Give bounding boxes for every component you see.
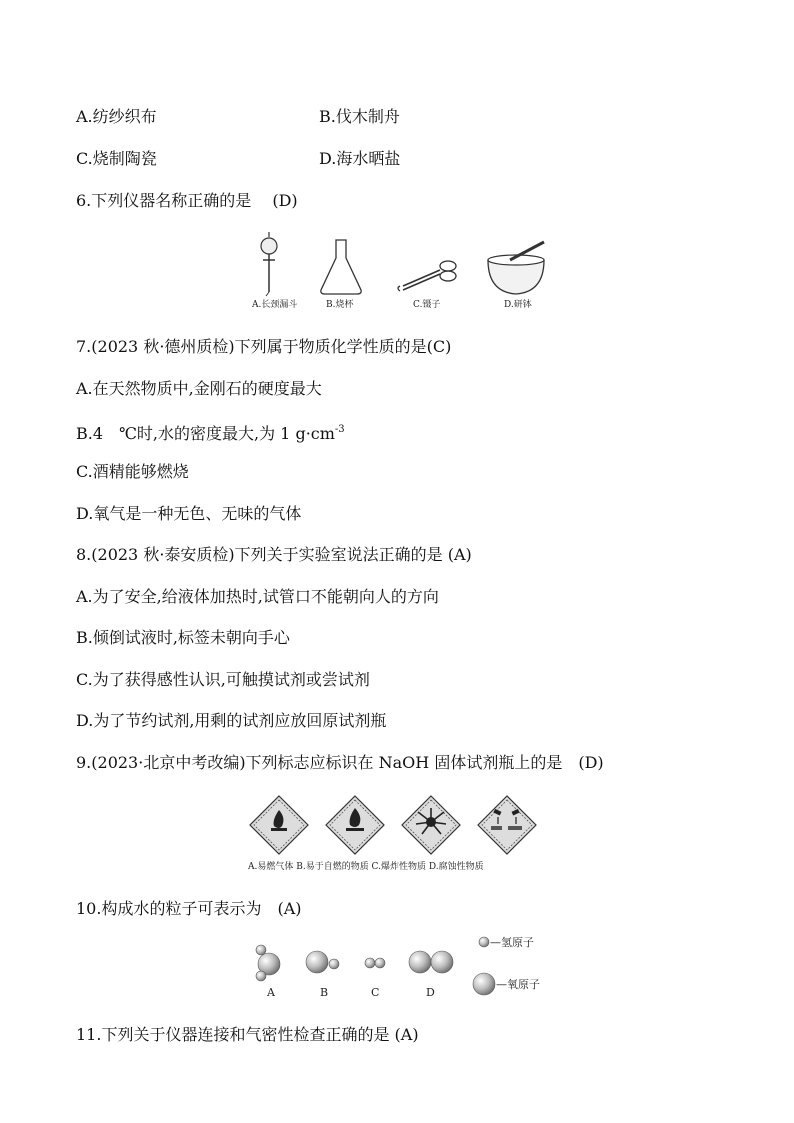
mortar-icon bbox=[488, 242, 544, 294]
q9-captions: A.易燃气体 B.易于自燃的物质 C.爆炸性物质 D.腐蚀性物质 bbox=[248, 862, 484, 872]
q5-option-d: D.海水晒盐 bbox=[319, 149, 401, 168]
q5-option-row-2 bbox=[76, 148, 401, 170]
legend-hydrogen-label: —氢原子 bbox=[490, 936, 534, 949]
model-c-icon bbox=[365, 958, 385, 968]
q8-stem: 8.(2023 秋·泰安质检)下列关于实验室说法正确的是 (A) bbox=[76, 545, 472, 564]
q6-caption-a: A.长颈漏斗 bbox=[252, 300, 298, 310]
tongs-icon bbox=[398, 261, 456, 291]
q7-option-b bbox=[76, 419, 345, 445]
q6-stem: 6.下列仪器名称正确的是 (D) bbox=[76, 191, 298, 210]
q5-option-row-1 bbox=[76, 106, 400, 128]
q8-option-d: D.为了节约试剂,用剩的试剂应放回原试剂瓶 bbox=[76, 711, 387, 730]
q9-hazard-signs-figure bbox=[246, 792, 552, 876]
q10-label-a: A bbox=[267, 986, 275, 999]
flammable-gas-sign-icon bbox=[250, 796, 308, 854]
q6-instruments-figure bbox=[248, 230, 558, 314]
corrosive-sign-icon bbox=[478, 796, 536, 854]
q10-label-d: D bbox=[426, 986, 435, 999]
model-b-icon bbox=[306, 951, 339, 973]
spontaneously-combustible-sign-icon bbox=[326, 796, 384, 854]
q5-option-a: A.纺纱织布 bbox=[76, 107, 157, 126]
q7-option-a: A.在天然物质中,金刚石的硬度最大 bbox=[76, 379, 322, 398]
q10-stem: 10.构成水的粒子可表示为 (A) bbox=[76, 899, 302, 918]
model-d-icon bbox=[409, 951, 453, 973]
separatory-funnel-icon bbox=[261, 232, 277, 296]
q7-option-d: D.氧气是一种无色、无味的气体 bbox=[76, 504, 302, 523]
q7-option-b-text: B.4 ℃时,水的密度最大,为 1 g·cm bbox=[76, 424, 335, 443]
q7-stem: 7.(2023 秋·德州质检)下列属于物质化学性质的是(C) bbox=[76, 337, 452, 356]
q6-caption-d: D.研钵 bbox=[504, 300, 532, 310]
legend-oxygen bbox=[473, 973, 540, 995]
q10-label-b: B bbox=[320, 986, 329, 999]
q6-caption-b: B.烧杯 bbox=[326, 300, 354, 310]
q8-option-b: B.倾倒试液时,标签未朝向手心 bbox=[76, 628, 290, 647]
explosive-sign-icon bbox=[402, 796, 460, 854]
q8-option-c: C.为了获得感性认识,可触摸试剂或尝试剂 bbox=[76, 670, 370, 689]
hydrogen-atom-icon bbox=[479, 937, 489, 947]
model-a-icon bbox=[256, 945, 280, 981]
q9-stem: 9.(2023·北京中考改编)下列标志应标识在 NaOH 固体试剂瓶上的是 (D) bbox=[76, 753, 604, 772]
q8-option-a: A.为了安全,给液体加热时,试管口不能朝向人的方向 bbox=[76, 587, 439, 606]
oxygen-atom-icon bbox=[473, 973, 495, 995]
q11-stem: 11.下列关于仪器连接和气密性检查正确的是 (A) bbox=[76, 1025, 419, 1044]
legend-hydrogen bbox=[479, 935, 534, 949]
q5-option-b: B.伐木制舟 bbox=[319, 107, 400, 126]
legend-oxygen-label: —氧原子 bbox=[496, 978, 540, 991]
q10-label-c: C bbox=[371, 986, 380, 999]
q7-option-b-exponent: -3 bbox=[334, 424, 345, 435]
q10-water-models-figure bbox=[248, 932, 548, 1002]
q7-option-c: C.酒精能够燃烧 bbox=[76, 462, 189, 481]
conical-flask-icon bbox=[321, 240, 361, 294]
q6-caption-c: C.镊子 bbox=[413, 300, 441, 310]
q5-option-c: C.烧制陶瓷 bbox=[76, 149, 157, 168]
